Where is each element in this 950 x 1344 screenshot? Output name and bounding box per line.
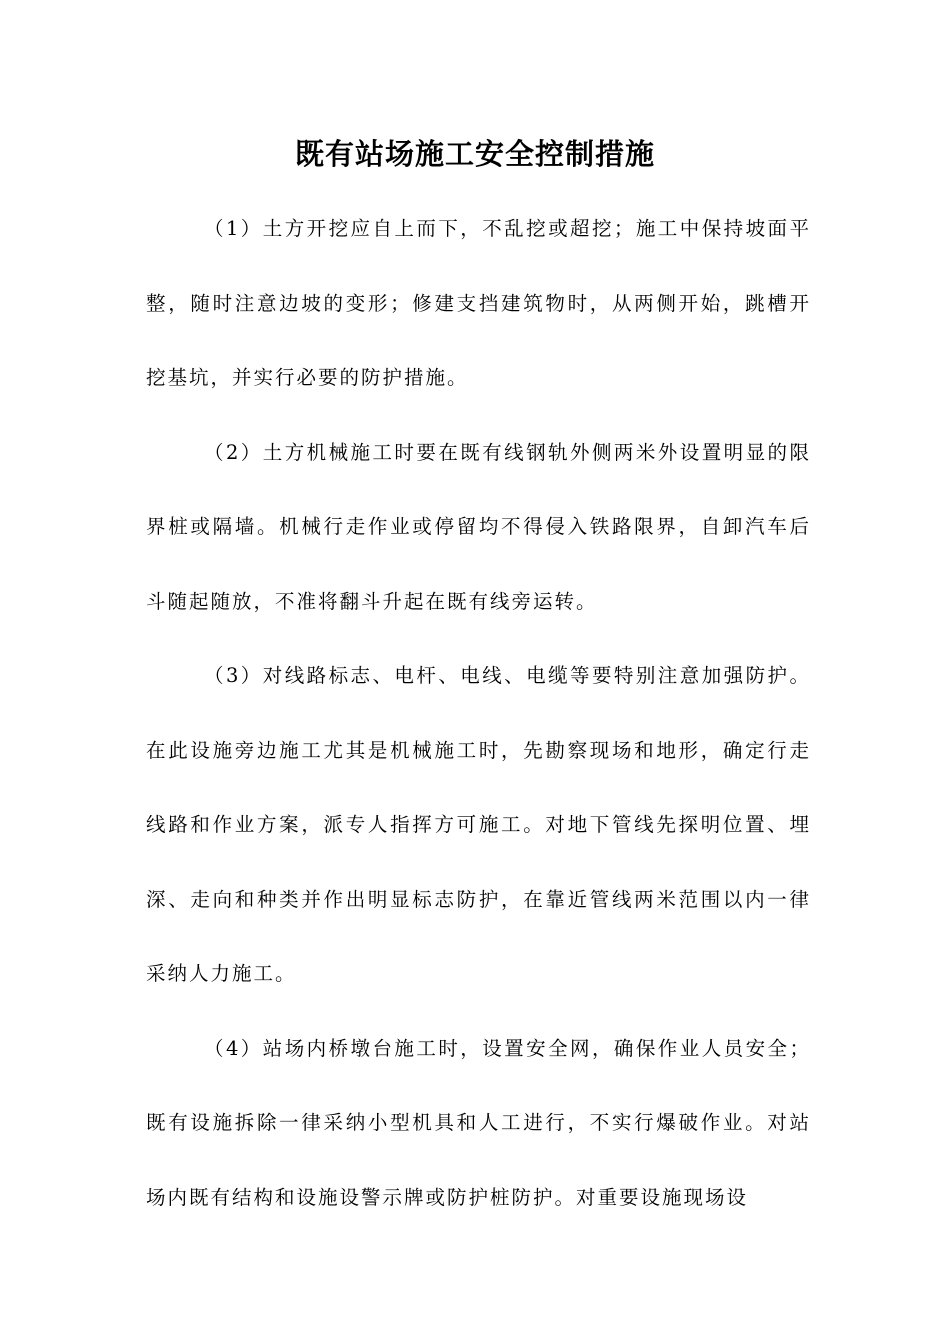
document-body bbox=[146, 192, 811, 1235]
paragraph-3: （3）对线路标志、电杆、电线、电缆等要特别注意加强防护。在此设施旁边施工尤其是机械施工时，先勘察现场和地形，确定行走线路和作业方案，派专人指挥方可施工。对地下管线先探明位置、埋深、走向和种类并作出明显标志防护，在靠近管线两米范围以内一律采纳人力施工。 bbox=[146, 664, 811, 985]
paragraph-2: （2）土方机械施工时要在既有线钢轨外侧两米外设置明显的限界桩或隔墙。机械行走作业或停留均不得侵入铁路限界，自卸汽车后斗随起随放，不准将翻斗升起在既有线旁运转。 bbox=[146, 440, 811, 613]
document-title: 既有站场施工安全控制措施 bbox=[294, 137, 655, 171]
paragraph-1: （1）土方开挖应自上而下，不乱挖或超挖；施工中保持坡面平整，随时注意边坡的变形；修建支挡建筑物时，从两侧开始，跳槽开挖基坑，并实行必要的防护措施。 bbox=[146, 217, 811, 389]
paragraph-4: （4）站场内桥墩台施工时，设置安全网，确保作业人员安全；既有设施拆除一律采纳小型机具和人工进行，不实行爆破作业。对站场内既有结构和设施设警示牌或防护桩防护。对重要设施现场设 bbox=[146, 1036, 811, 1209]
